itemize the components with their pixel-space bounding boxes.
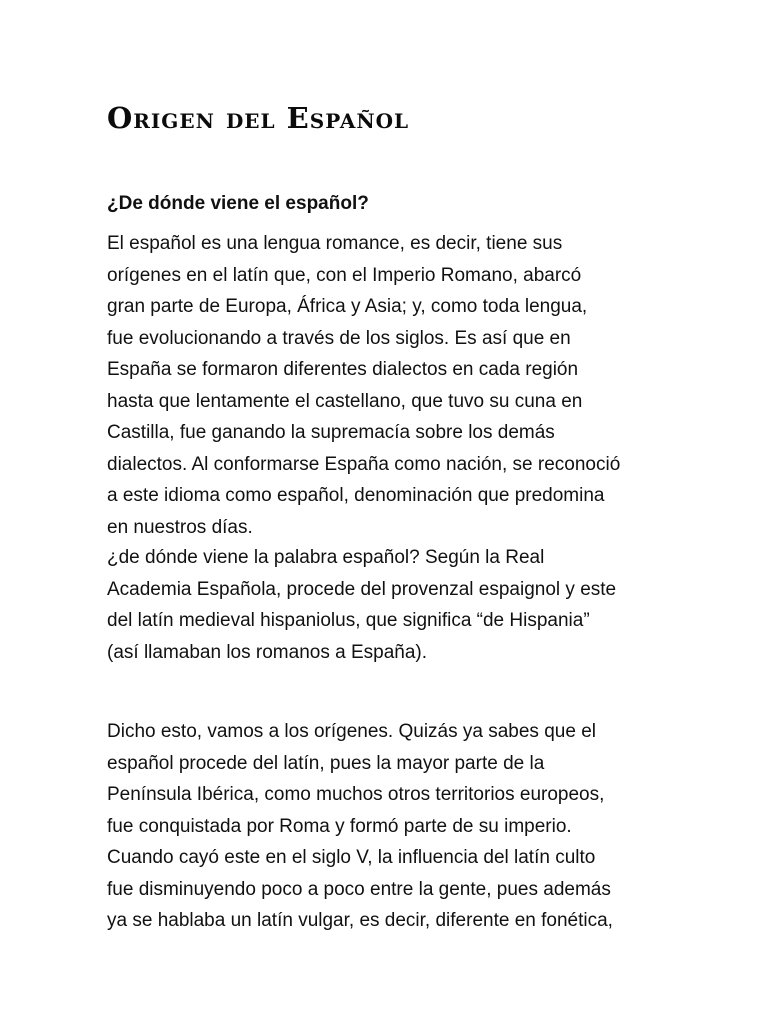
- section-heading: ¿De dónde viene el español?: [107, 193, 369, 214]
- paragraph-latin-history: [107, 716, 667, 937]
- text-line: ya se hablaba un latín vulgar, es decir, diferente en fonética,: [107, 910, 613, 931]
- text-line: Península Ibérica, como muchos otros territorios europeos,: [107, 784, 605, 805]
- text-line: Dicho esto, vamos a los orígenes. Quizás ya sabes que el: [107, 721, 596, 742]
- text-line: a este idioma como español, denominación que predomina: [107, 485, 605, 506]
- text-line: El español es una lengua romance, es decir, tiene sus: [107, 233, 563, 254]
- text-line: fue disminuyendo poco a poco entre la gente, pues además: [107, 878, 611, 900]
- paragraph-word-origin: [107, 542, 667, 668]
- text-line: Castilla, fue ganando la supremacía sobre los demás: [107, 422, 555, 443]
- text-line: del latín medieval hispaniolus, que significa “de Hispania”: [107, 610, 590, 631]
- text-line: Academia Española, procede del provenzal espaignol y este: [107, 578, 617, 600]
- text-line: Cuando cayó este en el siglo V, la influencia del latín culto: [107, 847, 596, 868]
- text-line: (así llamaban los romanos a España).: [107, 641, 427, 663]
- text-line: fue evolucionando a través de los siglos. Es así que en: [107, 327, 571, 349]
- document-title: Origen del Español: [107, 101, 410, 135]
- text-line: en nuestros días.: [107, 516, 253, 538]
- text-line: dialectos. Al conformarse España como nación, se reconoció: [107, 453, 621, 475]
- text-line: gran parte de Europa, África y Asia; y, como toda lengua,: [107, 296, 588, 317]
- text-line: español procede del latín, pues la mayor parte de la: [107, 752, 545, 774]
- paragraph-origins: [107, 228, 667, 543]
- text-line: hasta que lentamente el castellano, que tuvo su cuna en: [107, 390, 583, 412]
- text-line: España se formaron diferentes dialectos en cada región: [107, 359, 579, 380]
- text-line: ¿de dónde viene la palabra español? Según la Real: [107, 547, 545, 568]
- text-line: fue conquistada por Roma y formó parte de su imperio.: [107, 815, 572, 837]
- text-line: orígenes en el latín que, con el Imperio Romano, abarcó: [107, 264, 582, 286]
